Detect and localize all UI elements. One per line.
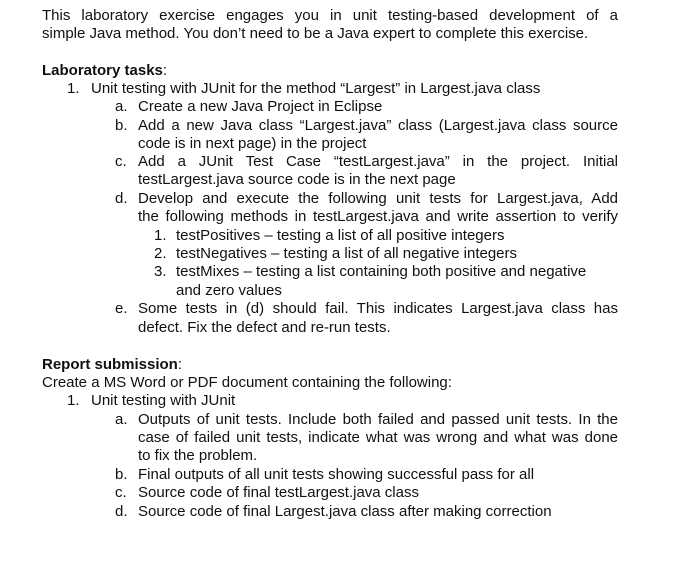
lab-sub-b-line-1: Add a new Java class “Largest.java” class (Largest.java class source	[138, 117, 618, 134]
test-3-number: 3.	[154, 263, 167, 280]
test-3-text-line-2: and zero values	[176, 282, 282, 299]
report-sub-d-line-1: Source code of final Largest.java class after making correction	[138, 503, 552, 520]
lab-sub-d-line-2: the following methods in testLargest.java and write assertion to verify	[138, 208, 618, 225]
report-sub-b-line-1: Final outputs of all unit tests showing successful pass for all	[138, 466, 535, 483]
lab-sub-b-line-2: code is in next page) in the project	[138, 135, 367, 152]
report-item-1-number: 1.	[67, 392, 80, 409]
report-sub-d-letter: d.	[115, 503, 128, 520]
report-sub-b-letter: b.	[115, 466, 128, 483]
lab-sub-e-line-2: defect. Fix the defect and re-run tests.	[138, 319, 391, 336]
report-sub-c-letter: c.	[115, 484, 127, 501]
report-sub-a-line-2: case of failed unit tests, indicate what was wrong and what was done	[138, 429, 618, 446]
test-2-text: testNegatives – testing a list of all negative integers	[176, 245, 518, 262]
report-heading-colon: :	[177, 356, 183, 373]
intro-line-2: simple Java method. You don’t need to be a Java expert to complete this exercise.	[42, 25, 589, 42]
report-intro: Create a MS Word or PDF document containing the following:	[42, 374, 452, 391]
test-2-number: 2.	[154, 245, 167, 262]
lab-tasks-heading-colon: :	[162, 62, 168, 79]
lab-item-1-number: 1.	[67, 80, 80, 97]
lab-sub-a-line-1: Create a new Java Project in Eclipse	[138, 98, 383, 115]
test-1-number: 1.	[154, 227, 167, 244]
report-sub-c-line-1: Source code of final testLargest.java class	[138, 484, 419, 501]
lab-sub-c-line-1: Add a JUnit Test Case “testLargest.java” in the project. Initial	[138, 153, 618, 170]
lab-sub-c-letter: c.	[115, 153, 127, 170]
lab-sub-c-line-2: testLargest.java source code is in the next page	[138, 171, 456, 188]
lab-sub-d-letter: d.	[115, 190, 128, 207]
test-1-text: testPositives – testing a list of all positive integers	[176, 227, 505, 244]
report-item-1-text: Unit testing with JUnit	[91, 392, 236, 409]
test-3-text-line-1: testMixes – testing a list containing both positive and negative	[176, 263, 587, 280]
intro-line-1: This laboratory exercise engages you in unit testing-based development of a	[42, 7, 618, 24]
report-heading-text: Report submission	[42, 356, 178, 373]
lab-sub-e-letter: e.	[115, 300, 128, 317]
report-sub-a-letter: a.	[115, 411, 128, 428]
report-sub-a-line-3: to fix the problem.	[138, 447, 258, 464]
lab-sub-e-line-1: Some tests in (d) should fail. This indicates Largest.java class has	[138, 300, 618, 317]
report-heading	[42, 356, 182, 374]
lab-item-1-text: Unit testing with JUnit for the method “Largest” in Largest.java class	[91, 80, 541, 97]
report-sub-a-line-1: Outputs of unit tests. Include both failed and passed unit tests. In the	[138, 411, 618, 428]
lab-sub-d-line-1: Develop and execute the following unit tests for Largest.java, Add	[138, 190, 618, 207]
lab-sub-b-letter: b.	[115, 117, 128, 134]
lab-tasks-heading-text: Laboratory tasks	[42, 62, 163, 79]
lab-sub-a-letter: a.	[115, 98, 128, 115]
lab-tasks-heading	[42, 62, 167, 80]
